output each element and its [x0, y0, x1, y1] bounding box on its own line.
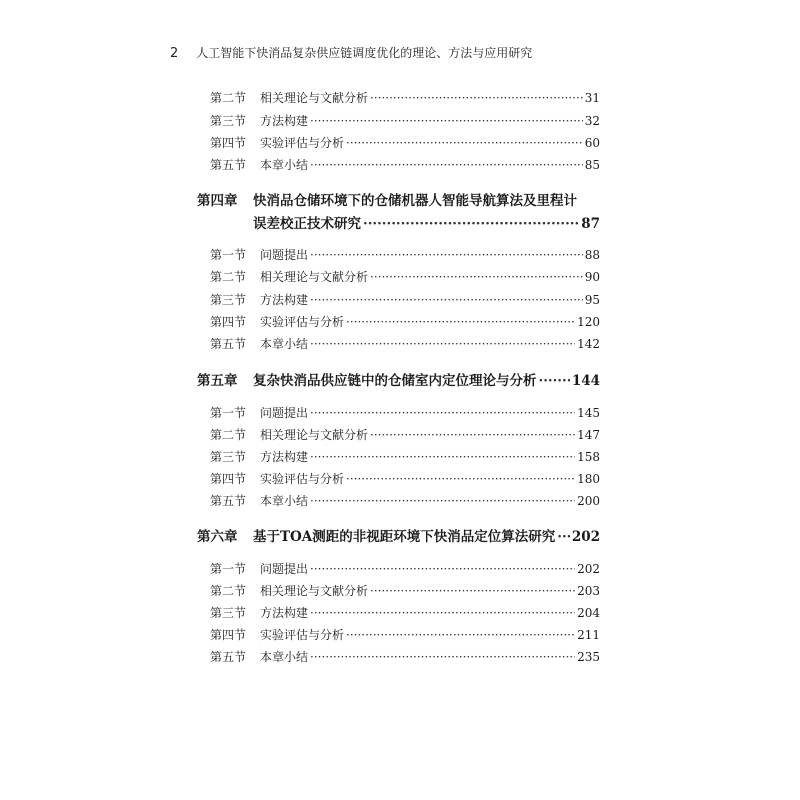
section-number: 第一节 [210, 248, 247, 262]
page-ref: 147 [577, 428, 600, 442]
section-title: 实验评估与分析 [260, 136, 345, 150]
dot-leader [310, 494, 575, 508]
chapter-title: 误差校正技术研究 [253, 216, 361, 232]
section-number: 第一节 [210, 406, 247, 420]
section-title: 实验评估与分析 [260, 472, 345, 486]
toc-section-entry[interactable] [210, 313, 600, 333]
toc-chapter-entry[interactable] [197, 212, 600, 232]
chapter-number: 第四章 [197, 193, 238, 209]
page-ref: 32 [584, 114, 600, 128]
page-ref: 85 [584, 158, 600, 172]
dot-leader [346, 628, 575, 642]
dot-leader [310, 114, 583, 128]
section-number: 第四节 [210, 315, 247, 329]
section-number: 第四节 [210, 628, 247, 642]
section-title: 相关理论与文献分析 [260, 428, 369, 442]
toc-section-entry[interactable] [210, 492, 600, 512]
section-title: 本章小结 [260, 337, 309, 351]
toc-section-entry[interactable] [210, 604, 600, 624]
dot-leader [370, 270, 583, 284]
dot-leader [346, 315, 575, 329]
section-title: 相关理论与文献分析 [260, 584, 369, 598]
section-number: 第三节 [210, 114, 247, 128]
dot-leader [539, 373, 570, 389]
page-ref: 90 [584, 270, 600, 284]
dot-leader [310, 562, 575, 576]
section-title: 问题提出 [260, 248, 309, 262]
dot-leader [310, 248, 583, 262]
section-number: 第三节 [210, 606, 247, 620]
dot-leader [310, 293, 583, 307]
section-number: 第五节 [210, 650, 247, 664]
section-title: 方法构建 [260, 114, 309, 128]
section-title: 本章小结 [260, 494, 309, 508]
toc-section-entry[interactable] [210, 582, 600, 602]
dot-leader [557, 529, 570, 545]
toc-section-entry[interactable] [210, 626, 600, 646]
dot-leader [370, 428, 575, 442]
page-ref: 144 [571, 373, 600, 389]
page-ref: 87 [581, 216, 600, 232]
section-number: 第四节 [210, 136, 247, 150]
page-ref: 95 [584, 293, 600, 307]
section-number: 第五节 [210, 494, 247, 508]
toc-section-entry[interactable] [210, 246, 600, 266]
section-title: 相关理论与文献分析 [260, 91, 369, 105]
toc-section-entry[interactable] [210, 448, 600, 468]
page-header [170, 44, 610, 61]
section-title: 相关理论与文献分析 [260, 270, 369, 284]
dot-leader [310, 158, 583, 172]
dot-leader [310, 606, 575, 620]
section-title: 方法构建 [260, 293, 309, 307]
page-ref: 142 [577, 337, 600, 351]
toc-section-entry[interactable] [210, 335, 600, 355]
dot-leader [310, 406, 575, 420]
section-title: 本章小结 [260, 158, 309, 172]
toc-section-entry[interactable] [210, 291, 600, 311]
page-number: 2 [170, 46, 179, 61]
section-title: 问题提出 [260, 562, 309, 576]
section-number: 第二节 [210, 584, 247, 598]
toc-chapter-entry[interactable] [197, 525, 600, 545]
dot-leader [310, 337, 575, 351]
toc-section-entry[interactable] [210, 404, 600, 424]
chapter-number: 第五章 [197, 373, 238, 389]
page-ref: 235 [577, 650, 600, 664]
section-number: 第二节 [210, 270, 247, 284]
dot-leader [370, 584, 575, 598]
chapter-title-line1[interactable] [197, 189, 577, 209]
dot-leader [346, 472, 575, 486]
page-ref: 202 [571, 529, 600, 545]
toc-section-entry[interactable] [210, 156, 600, 176]
page-ref: 203 [577, 584, 600, 598]
chapter-title-first: 快消品仓储环境下的仓储机器人智能导航算法及里程计 [253, 193, 577, 209]
dot-leader [346, 136, 583, 150]
toc-section-entry[interactable] [210, 470, 600, 490]
chapter-title: 复杂快消品供应链中的仓储室内定位理论与分析 [253, 373, 537, 389]
page-ref: 145 [577, 406, 600, 420]
page-ref: 120 [577, 315, 600, 329]
dot-leader [370, 91, 583, 105]
toc-section-entry[interactable] [210, 426, 600, 446]
book-title: 人工智能下快消品复杂供应链调度优化的理论、方法与应用研究 [196, 46, 533, 60]
page-ref: 180 [577, 472, 600, 486]
page-ref: 204 [577, 606, 600, 620]
toc-section-entry[interactable] [210, 134, 600, 154]
section-title: 方法构建 [260, 450, 309, 464]
section-title: 方法构建 [260, 606, 309, 620]
section-number: 第三节 [210, 293, 247, 307]
page-ref: 202 [577, 562, 600, 576]
chapter-title: 基于TOA测距的非视距环境下快消品定位算法研究 [253, 529, 556, 545]
section-number: 第五节 [210, 158, 247, 172]
page-ref: 31 [584, 91, 600, 105]
chapter-number: 第六章 [197, 529, 238, 545]
section-number: 第五节 [210, 337, 247, 351]
section-number: 第二节 [210, 91, 247, 105]
page-ref: 211 [577, 628, 600, 642]
dot-leader [310, 450, 575, 464]
page-ref: 88 [584, 248, 600, 262]
section-title: 实验评估与分析 [260, 315, 345, 329]
dot-leader [363, 216, 579, 232]
toc-chapter-entry[interactable] [197, 369, 600, 389]
section-number: 第四节 [210, 472, 247, 486]
toc-section-entry[interactable] [210, 648, 600, 668]
page-ref: 200 [577, 494, 600, 508]
section-number: 第三节 [210, 450, 247, 464]
toc-section-entry[interactable] [210, 560, 600, 580]
section-title: 本章小结 [260, 650, 309, 664]
toc-section-entry[interactable] [210, 112, 600, 132]
dot-leader [310, 650, 575, 664]
page-ref: 158 [577, 450, 600, 464]
toc-section-entry[interactable] [210, 89, 600, 109]
toc-section-entry[interactable] [210, 268, 600, 288]
section-number: 第二节 [210, 428, 247, 442]
section-title: 实验评估与分析 [260, 628, 345, 642]
section-number: 第一节 [210, 562, 247, 576]
section-title: 问题提出 [260, 406, 309, 420]
page-ref: 60 [584, 136, 600, 150]
